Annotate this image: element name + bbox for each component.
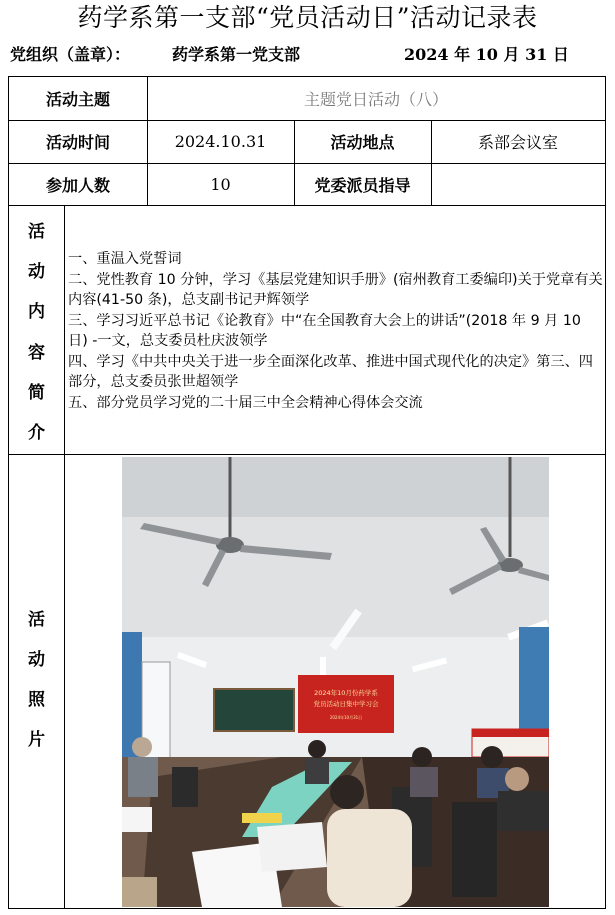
activity-photo [122,457,549,907]
page-title: 药学系第一支部“党员活动日”活动记录表 [77,3,538,32]
intro-label [9,209,64,451]
ceiling-shadow [122,457,549,517]
notebook [242,813,282,823]
place-label: 活动地点 [330,133,395,152]
papers [122,807,152,832]
intro-label-char: 动 [28,261,45,282]
time-value: 2024.10.31 [174,132,267,151]
place-value: 系部会议室 [477,133,558,152]
chair [452,802,497,897]
papers [257,822,327,872]
col-divider [64,205,65,909]
photo-label-char: 活 [28,609,45,630]
org-label: 党组织（盖章）： [10,45,131,64]
photo-label-char: 动 [28,649,45,670]
photo-label-char: 照 [28,689,45,710]
record-table [8,76,606,909]
light-tube [320,657,326,677]
intro-label-char: 介 [28,423,45,444]
blackboard [214,689,294,731]
intro-label-char: 活 [28,221,45,242]
banner-stripe [472,729,549,737]
screen-date: 2024年10月31日 [329,715,363,720]
screen-line-1: 2024年10月份药学系 [314,689,378,697]
person [305,740,329,784]
intro-label-char: 内 [28,302,45,323]
photo-label [9,597,64,757]
count-value: 10 [210,174,231,194]
theme-label: 活动主题 [45,90,110,109]
intro-line: 四、学习《中共中央关于进一步全面深化改革、推进中国式现代化的决定》第三、四部分，总支委员张世超领学 [68,353,593,390]
intro-line: 三、学习习近平总书记《论教育》中“在全国教育大会上的讲话”(2018 年 9 月 10 日) -一文，总支委员杜庆波领学 [68,312,581,349]
photo-label-char: 片 [28,729,45,750]
row-divider [9,454,605,455]
org-name: 药学系第一党支部 [172,45,301,64]
meeting-room-illustration [122,457,549,907]
intro-label-char: 容 [28,342,45,363]
chair [172,767,198,807]
count-label: 参加人数 [45,175,110,195]
time-label: 活动时间 [45,133,110,152]
intro-line: 一、重温入党誓词 [68,251,182,267]
screen-line-2: 党员活动日集中学习会 [313,700,379,708]
row-divider [9,205,605,206]
theme-value: 主题党日活动（八） [303,90,448,109]
intro-content [68,249,604,413]
bag [122,877,157,907]
intro-line: 二、党性教育 10 分钟，学习《基层党建知识手册》(宿州教育工委编印)关于党章有关内容(41-50 条)，总支副书记尹辉领学 [68,271,603,308]
guide-label: 党委派员指导 [314,175,411,195]
guide-value [431,163,605,205]
intro-label-char: 简 [28,382,45,403]
record-date: 2024 年 10 月 31 日 [404,45,569,64]
intro-line: 五、部分党员学习党的二十届三中全会精神心得体会交流 [68,394,423,411]
